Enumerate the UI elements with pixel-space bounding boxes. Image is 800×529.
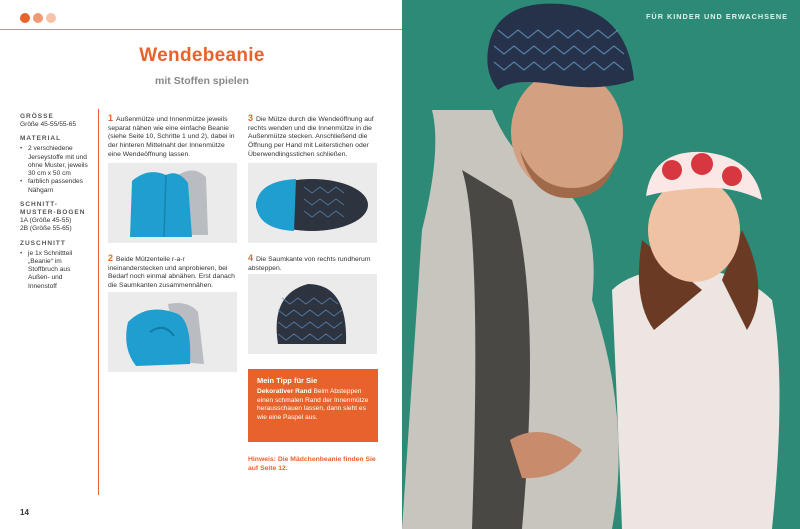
step-number: 3 xyxy=(248,113,254,123)
size-value: Größe 45-55/55-65 xyxy=(20,121,77,129)
tip-lead: Dekorativer Rand xyxy=(257,388,312,395)
right-page-photo xyxy=(402,0,800,529)
tip-title: Mein Tipp für Sie xyxy=(257,376,318,385)
step-number: 4 xyxy=(248,253,254,263)
step-text: Die Saumkante von rechts rundherum absteppen. xyxy=(248,256,371,272)
page-subtitle: mit Stoffen spielen xyxy=(155,75,249,87)
step-2-photo xyxy=(108,292,237,372)
column-divider xyxy=(98,109,99,495)
step-number: 2 xyxy=(108,253,114,263)
pattern-item: 1A (Größe 45-55) xyxy=(20,217,72,225)
material-heading: MATERIAL xyxy=(20,135,62,143)
cut-heading: ZUSCHNITT xyxy=(20,239,66,247)
step-text: Beide Mützenteile r-a-r ineinanderstecken und anprobieren, bei Bedarf noch einmal abnähen. Erst danach die Saumkanten zusammennähen. xyxy=(108,256,235,290)
dot-icon xyxy=(20,13,30,23)
material-item: • farblich passendes Nähgarn xyxy=(20,178,90,194)
dot-icon xyxy=(33,13,43,23)
dot-icon xyxy=(46,13,56,23)
note-text: Die Mädchenbeanie finden Sie auf Seite 12. xyxy=(248,456,376,472)
step-number: 1 xyxy=(108,113,114,123)
step-4-photo xyxy=(248,274,377,354)
tip-box xyxy=(248,369,378,442)
step-3-photo xyxy=(248,163,377,243)
step-4 xyxy=(248,253,378,273)
header-rule xyxy=(0,29,402,30)
step-text: Die Mütze durch die Wendeöffnung auf rechts wenden und die Innenmütze in die Außenmütze stecken. Anschließend die Öffnung per Hand mit Leiterstichen oder Überwendlingsstichen schließen. xyxy=(248,116,374,158)
tip-body: Beim Absteppen einen schmalen Rand der Innenmütze herausschauen lassen, dann sieht es wie eine Paspel aus. xyxy=(257,388,369,422)
tip-text xyxy=(248,385,378,423)
size-heading: GRÖSSE xyxy=(20,113,54,120)
note xyxy=(248,456,378,474)
note-label: Hinweis: xyxy=(248,456,276,463)
step-1-photo xyxy=(108,163,237,243)
step-2 xyxy=(108,253,238,291)
decorative-dots xyxy=(20,13,56,23)
family-photo xyxy=(402,0,800,529)
cut-item: • je 1x Schnittteil „Beanie“ im Stoffbruch aus Außen- und Innenstoff xyxy=(20,250,90,291)
page-title: Wendebeanie xyxy=(139,45,265,66)
page-number: 14 xyxy=(20,508,29,517)
step-1 xyxy=(108,113,238,159)
chapter-header: FÜR KINDER UND ERWACHSENE xyxy=(645,12,788,21)
pattern-heading: SCHNITT-MUSTER-BOGEN xyxy=(20,200,86,217)
material-sidebar xyxy=(20,113,90,297)
step-text: Außenmütze und Innenmütze jeweils separat nähen wie eine einfache Beanie (siehe Seite 10, Schritte 1 und 2), dabei in der hinteren Mittelnaht der Innenmütze eine Wendeöffnung lassen. xyxy=(108,116,235,158)
material-item: • 2 verschiedene Jerseystoffe mit und ohne Muster, jeweils 30 cm x 50 cm xyxy=(20,145,90,178)
step-3 xyxy=(248,113,378,159)
pattern-item: 2B (Größe 55-65) xyxy=(20,225,72,233)
